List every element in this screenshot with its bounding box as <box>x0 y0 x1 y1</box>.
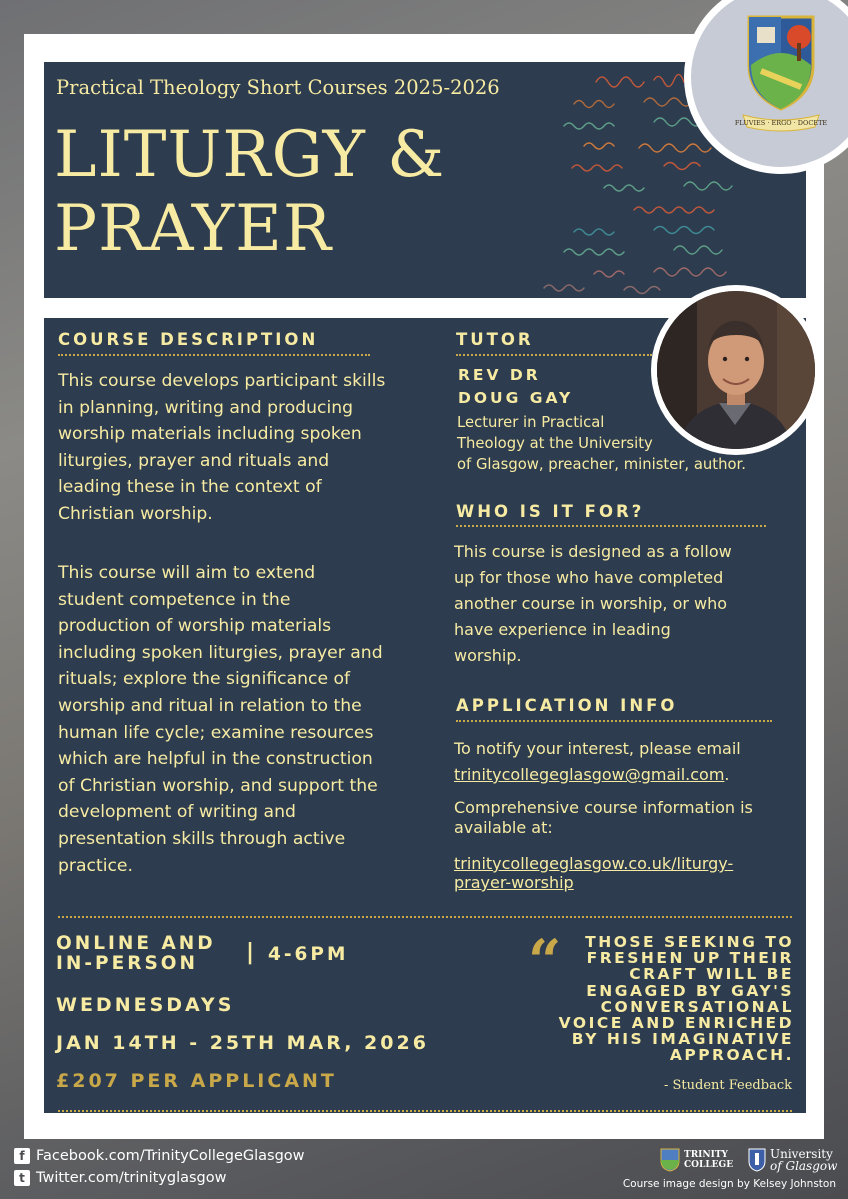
testimonial-attribution: - Student Feedback <box>663 1078 792 1093</box>
title-line-1: LITURGY & <box>54 118 446 192</box>
mode-line-2: IN-PERSON <box>56 953 199 974</box>
application-info-heading: APPLICATION INFO <box>456 696 678 715</box>
trinity-logo-line-1: TRINITY <box>684 1150 728 1160</box>
divider <box>58 354 370 356</box>
page-title <box>54 118 445 266</box>
twitter-link[interactable] <box>14 1170 227 1186</box>
dates-label: JAN 14TH - 25TH MAR, 2026 <box>56 1032 429 1054</box>
divider <box>456 354 652 356</box>
divider <box>58 1110 792 1112</box>
price-label: £207 PER APPLICANT <box>56 1070 337 1092</box>
quote-icon: “ <box>528 927 562 995</box>
mode-line-1: ONLINE AND <box>56 933 216 954</box>
person-icon <box>657 291 815 449</box>
trinity-logo-line-2: COLLEGE <box>684 1160 734 1170</box>
tutor-name <box>458 364 573 410</box>
facebook-link[interactable] <box>14 1148 305 1164</box>
course-description-heading: COURSE DESCRIPTION <box>58 330 319 349</box>
time-label: 4-6PM <box>268 944 349 965</box>
course-description-p2: This course will aim to extend student competence in the production of worship materials including spoken liturgies, prayer and rituals; explore the significance of worship and ritual in relation to the human life cycle; examine resources which are helpful in the construction of Christian worship, and support the development of writing and presentation skills through active practice. <box>58 563 383 876</box>
notify-text: To notify your interest, please email <box>454 739 741 758</box>
tutor-name-line-2: DOUG GAY <box>458 389 574 407</box>
crest-icon <box>691 0 848 167</box>
title-line-2: PRAYER <box>54 192 333 266</box>
testimonial-quote: THOSE SEEKING TO FRESHEN UP THEIR CRAFT WILL BE ENGAGED BY GAY'S CONVERSATIONAL VOICE AND ENRICHED BY HIS IMAGINATIVE APPROACH. <box>558 933 794 1065</box>
day-label: WEDNESDAYS <box>56 994 235 1016</box>
divider <box>58 916 792 918</box>
glasgow-crest-icon <box>748 1148 766 1172</box>
tutor-bio: Lecturer in Practical Theology at the University of Glasgow, preacher, minister, author. <box>457 414 746 473</box>
tutor-name-line-1: REV DR <box>458 366 541 384</box>
email-link[interactable]: trinitycollegeglasgow@gmail.com <box>454 765 725 784</box>
application-info-text: Comprehensive course information is available at: <box>454 798 753 837</box>
twitter-text: Twitter.com/trinityglasgow <box>36 1170 227 1186</box>
glasgow-logo-line-2: of Glasgow <box>770 1159 838 1173</box>
course-url-link[interactable]: trinitycollegeglasgow.co.uk/liturgy- prayer-worship <box>454 854 734 892</box>
university-of-glasgow-logo <box>748 1148 837 1172</box>
facebook-text: Facebook.com/TrinityCollegeGlasgow <box>36 1148 305 1164</box>
twitter-icon: t <box>14 1170 30 1186</box>
divider <box>456 720 772 722</box>
separator: | <box>246 940 258 965</box>
who-is-it-for-text: This course is designed as a follow up for those who have completed another course in worship, or who have experience in leading worship. <box>454 542 732 665</box>
who-is-it-for-heading: WHO IS IT FOR? <box>456 502 645 521</box>
course-description-p1: This course develops participant skills in planning, writing and producing worship materials including spoken liturgies, prayer and rituals and leading these in the context of Christian worship. <box>58 371 386 524</box>
subtitle: Practical Theology Short Courses 2025-2026 <box>56 76 500 99</box>
trinity-college-logo <box>660 1148 733 1172</box>
mode-label <box>56 934 216 974</box>
tutor-portrait <box>657 291 815 449</box>
tutor-heading: TUTOR <box>456 330 534 349</box>
design-credit: Course image design by Kelsey Johnston <box>622 1178 836 1190</box>
facebook-icon: f <box>14 1148 30 1164</box>
glasgow-logo-line-1: University <box>770 1147 833 1161</box>
application-notify <box>454 736 802 788</box>
tutor-photo <box>651 285 821 455</box>
divider <box>456 525 766 527</box>
svg-text:FLUVIES · ERGO · DOCETE: FLUVIES · ERGO · DOCETE <box>734 119 828 127</box>
trinity-crest-icon <box>660 1148 680 1172</box>
email-suffix: . <box>724 765 730 784</box>
